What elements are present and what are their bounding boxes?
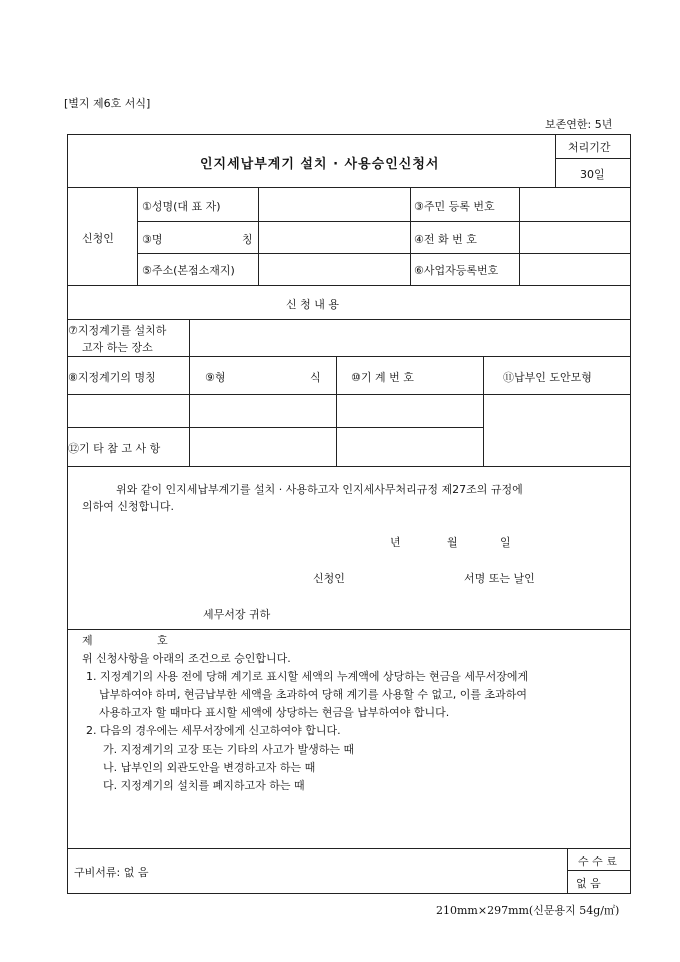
approval-no-prefix: 제 xyxy=(82,634,93,647)
model-input[interactable] xyxy=(190,395,335,426)
period-divider xyxy=(555,158,630,159)
corp-name-input[interactable] xyxy=(259,222,409,252)
row-line xyxy=(567,870,631,871)
border-left xyxy=(67,134,68,894)
condition-2: 2. 다음의 경우에는 세무서장에게 신고하여야 합니다. xyxy=(86,724,341,737)
date-month: 월 xyxy=(447,536,458,549)
processing-period-value: 30일 xyxy=(580,168,605,181)
date-year: 년 xyxy=(390,536,401,549)
device-name-label: ⑧지정계기의 명칭 xyxy=(68,371,156,384)
approval-intro: 위 신청사항을 아래의 조건으로 승인합니다. xyxy=(82,652,291,665)
row-line xyxy=(67,629,631,630)
condition-2-a: 가. 지정계기의 고장 또는 기타의 사고가 발생하는 때 xyxy=(103,743,355,756)
name-label: ①성명(대 표 자) xyxy=(142,200,221,213)
addressee: 세무서장 귀하 xyxy=(203,608,271,621)
row-line xyxy=(67,285,631,286)
corp-name-label: ③명 xyxy=(142,233,163,246)
signer-label: 신청인 xyxy=(313,572,345,585)
machine-no-label: ⑩기 계 번 호 xyxy=(351,371,414,384)
remarks-label: ⑫기 타 참 고 사 항 xyxy=(68,442,161,455)
border-top xyxy=(67,134,631,135)
row-line xyxy=(67,466,631,467)
condition-1-line1: 1. 지정계기의 사용 전에 당해 계기로 표시할 세액의 누계액에 상당하는 현금을 세무서장에게 xyxy=(86,670,529,683)
applicant-section-label: 신청인 xyxy=(82,232,114,245)
form-reference: [별지 제6호 서식] xyxy=(64,97,151,110)
border-bottom xyxy=(67,893,631,894)
fee-value: 없 음 xyxy=(576,877,601,890)
col-line xyxy=(137,187,138,285)
resident-no-label: ③주민 등록 번호 xyxy=(414,200,495,213)
processing-period-label: 처리기간 xyxy=(568,141,611,154)
resident-no-input[interactable] xyxy=(520,188,629,220)
condition-2-c: 다. 지정계기의 설치를 폐지하고자 하는 때 xyxy=(103,779,305,792)
phone-label: ④전 화 번 호 xyxy=(414,233,477,246)
model-label-suffix: 식 xyxy=(310,371,321,384)
row-line xyxy=(67,848,631,849)
row-line xyxy=(67,356,631,357)
payer-design-area[interactable] xyxy=(484,395,629,465)
declaration-line1: 위와 같이 인지세납부계기를 설치 · 사용하고자 인지세사무처리규정 제27조의 규정에 xyxy=(116,483,523,496)
request-heading: 신 청 내 용 xyxy=(286,298,339,311)
border-right xyxy=(630,134,631,894)
location-label-line2: 고자 하는 장소 xyxy=(82,341,153,354)
required-documents: 구비서류: 없 음 xyxy=(74,866,149,879)
fee-label: 수 수 료 xyxy=(578,855,617,868)
name-input[interactable] xyxy=(259,188,409,220)
business-no-label: ⑥사업자등록번호 xyxy=(414,264,499,277)
remarks-input-2[interactable] xyxy=(337,428,482,465)
col-line xyxy=(567,848,568,894)
address-input[interactable] xyxy=(259,254,409,284)
payer-design-label: ⑪납부인 도안모형 xyxy=(503,371,592,384)
condition-1-line3: 사용하고자 할 때마다 표시할 세액에 상당하는 현금을 납부하여야 합니다. xyxy=(99,706,450,719)
location-input[interactable] xyxy=(190,320,629,355)
form-title: 인지세납부계기 설치 · 사용승인신청서 xyxy=(200,157,440,172)
approval-no-suffix: 호 xyxy=(157,634,168,647)
condition-1-line2: 납부하여야 하며, 현금납부한 세액을 초과하여 당해 계기를 사용할 수 없고, 이를 초과하여 xyxy=(99,688,527,701)
corp-name-label-suffix: 칭 xyxy=(242,233,253,246)
phone-input[interactable] xyxy=(520,222,629,252)
signature-label: 서명 또는 날인 xyxy=(464,572,535,585)
paper-spec: 210mm×297mm(신문용지 54g/㎡) xyxy=(436,904,620,917)
col-line xyxy=(410,187,411,285)
remarks-input[interactable] xyxy=(190,428,335,465)
model-label: ⑨형 xyxy=(205,371,226,384)
date-day: 일 xyxy=(500,536,511,549)
business-no-input[interactable] xyxy=(520,254,629,284)
address-label: ⑤주소(본점소재지) xyxy=(142,264,235,277)
retention-period: 보존연한: 5년 xyxy=(545,118,613,131)
device-name-input[interactable] xyxy=(68,395,188,426)
condition-2-b: 나. 납부인의 외관도안을 변경하고자 하는 때 xyxy=(103,761,316,774)
declaration-line2: 의하여 신청합니다. xyxy=(82,500,175,513)
title-divider xyxy=(555,134,556,187)
location-label-line1: ⑦지정계기를 설치하 xyxy=(68,324,167,337)
machine-no-input[interactable] xyxy=(337,395,482,426)
